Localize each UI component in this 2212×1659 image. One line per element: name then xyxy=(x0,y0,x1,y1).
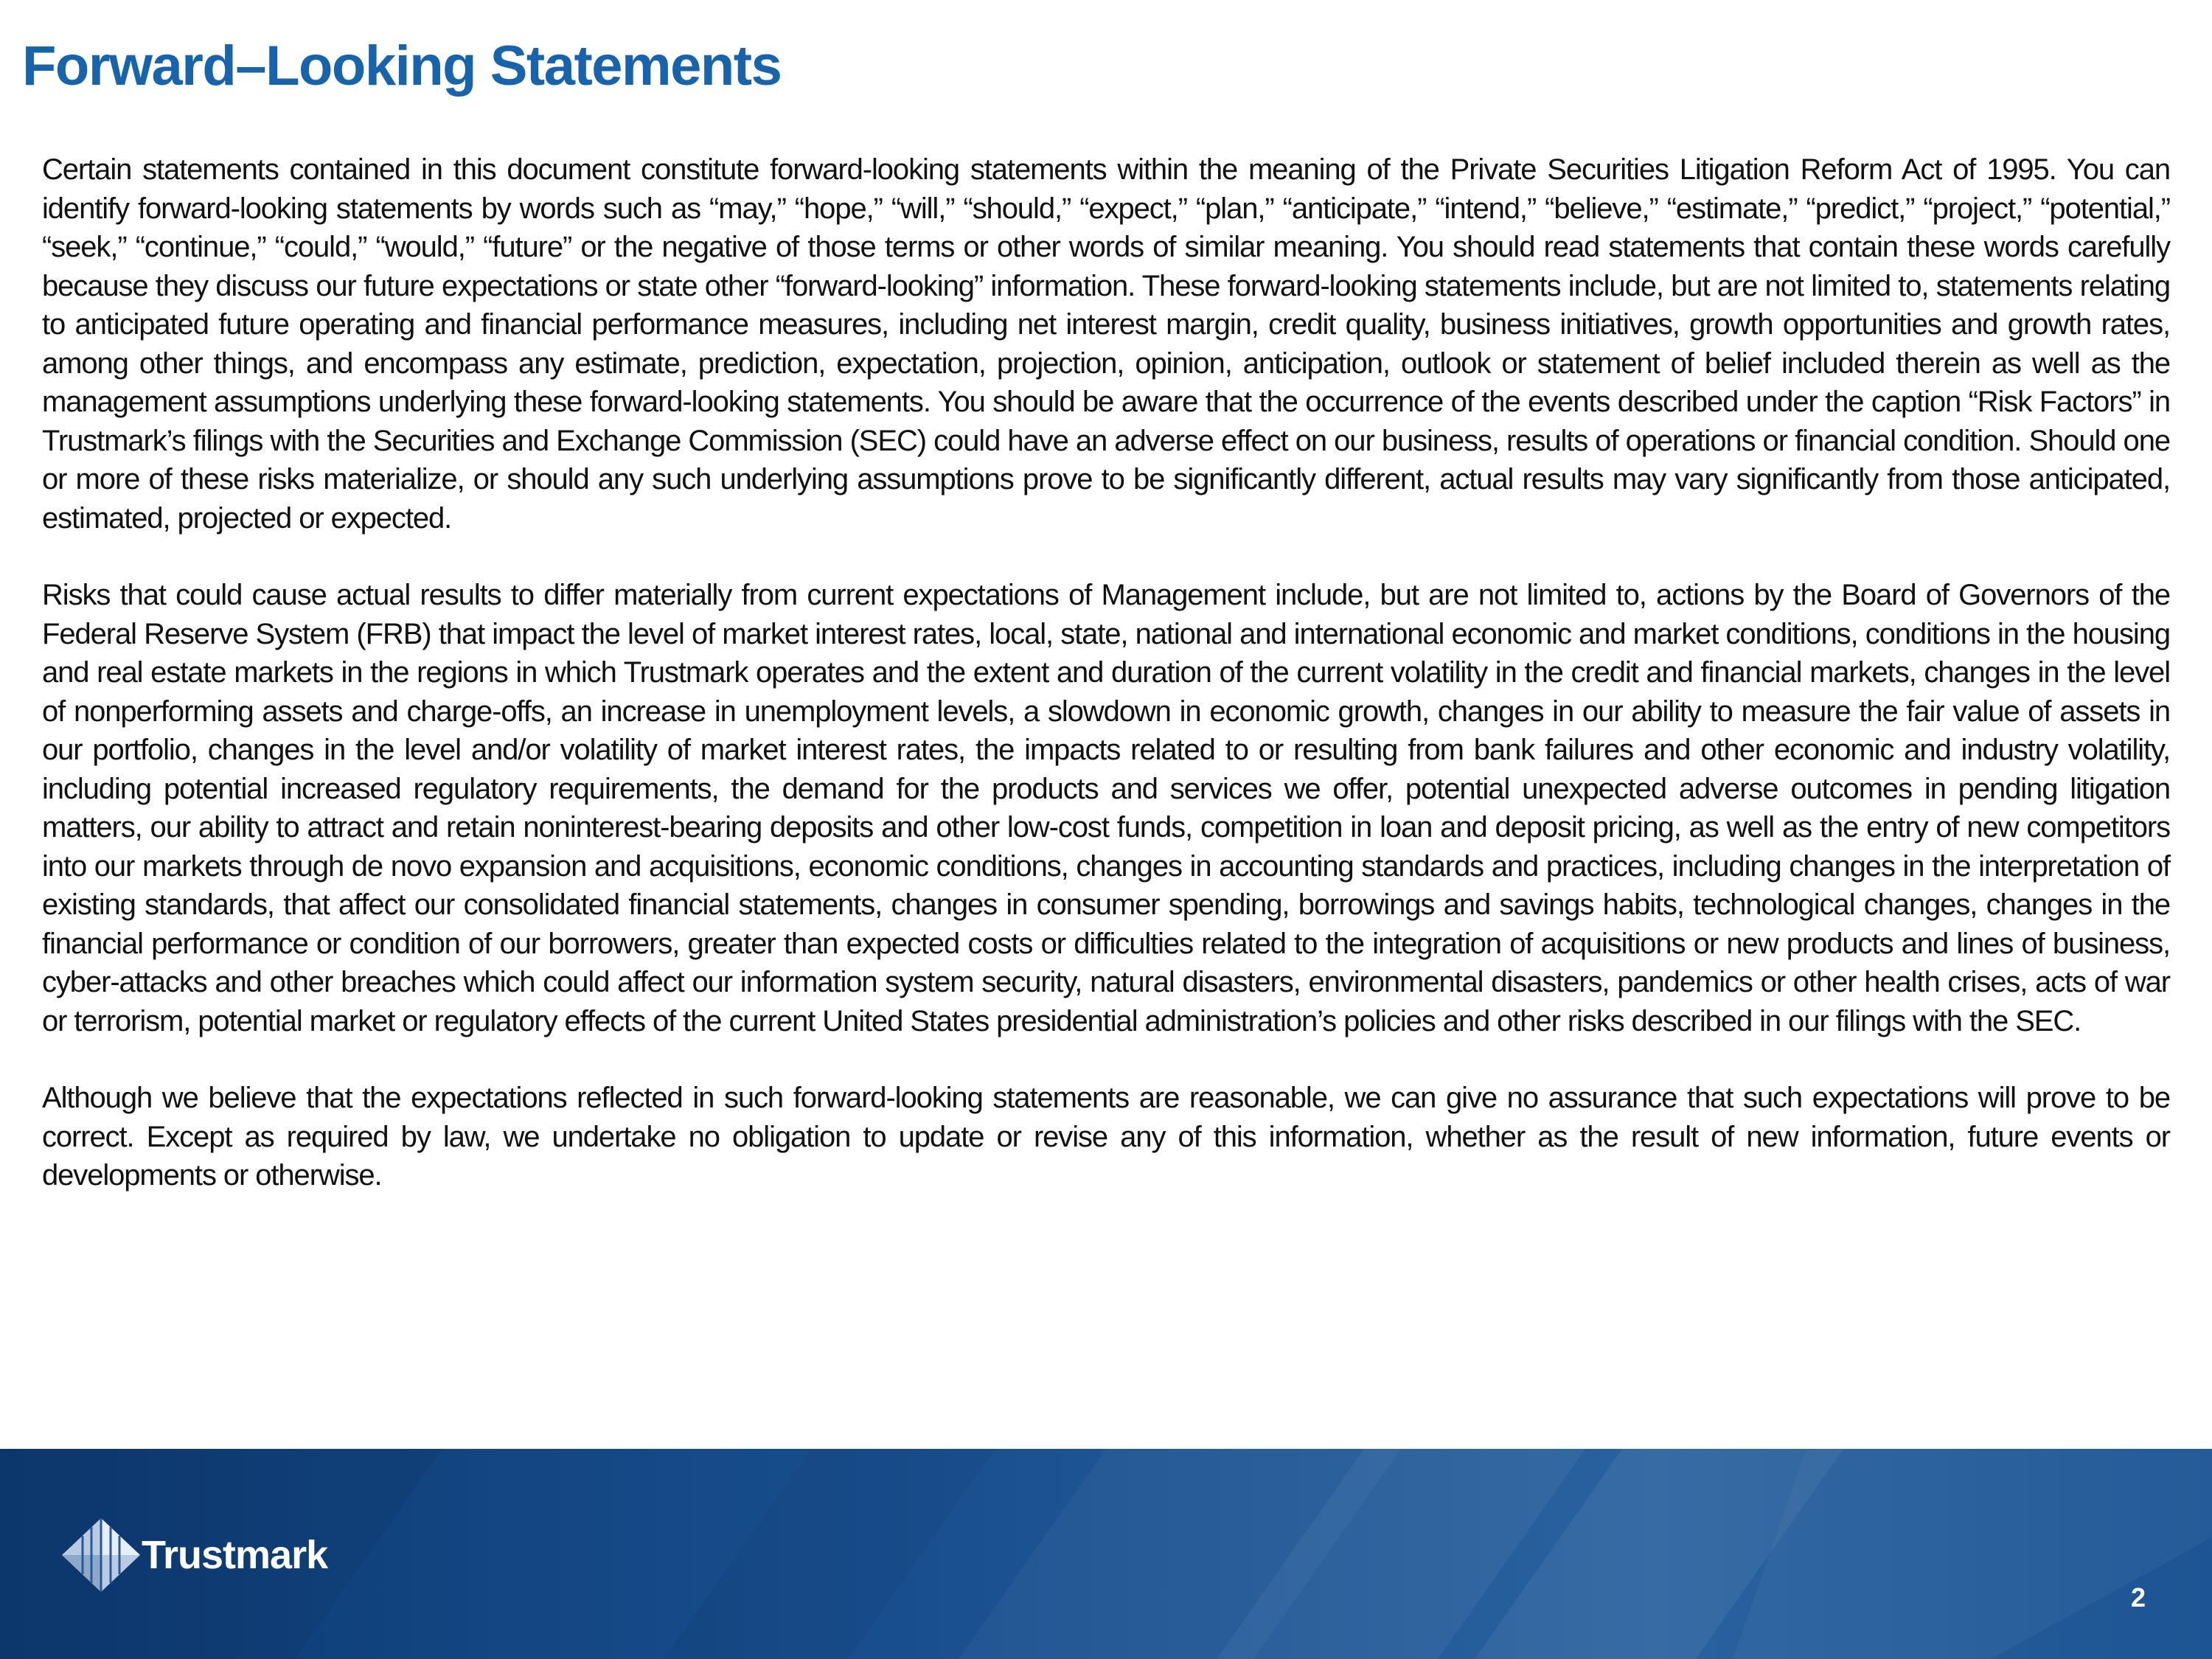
paragraph-forward-looking: Certain statements contained in this document constitute forward-looking statements within the meaning of the Private Securities Litigation Reform Act of 1995. You can identify forward-looking statements by words such as “may,” “hope,” “will,” “should,” “expect,” “plan,” “anticipate,” “intend,” “believe,” “estimate,” “predict,” “project,” “potential,” “seek,” “continue,” “could,” “would,” “future” or the negative of those terms or other words of similar meaning. You should read statements that contain these words carefully because they discuss our future expectations or state other “forward-looking” information. These forward-looking statements include, but are not limited to, statements relating to anticipated future operating and financial performance measures, including net interest margin, credit quality, business initiatives, growth opportunities and growth rates, among other things, and encompass any estimate, prediction, expectation, projection, opinion, anticipation, outlook or statement of belief included therein as well as the management assumptions underlying these forward-looking statements. You should be aware that the occurrence of the events described under the caption “Risk Factors” in Trustmark’s filings with the Securities and Exchange Commission (SEC) could have an adverse effect on our business, results of operations or financial condition. Should one or more of these risks materialize, or should any such underlying assumptions prove to be significantly different, actual results may vary significantly from those anticipated, estimated, projected or expected. xyxy=(42,153,2170,535)
page-title: Forward–Looking Statements xyxy=(22,35,782,97)
paragraph-expectations: Although we believe that the expectations reflected in such forward-looking statements are reasonable, we can give no assurance that such expectations will prove to be correct. Except as required by law, we undertake no obligation to update or revise any of this information, whether as the result of new information, future events or developments or otherwise. xyxy=(42,1082,2170,1192)
footer-decoration xyxy=(0,1449,2212,1659)
paragraph-risks: Risks that could cause actual results to differ materially from current expectations of Management include, but are not limited to, actions by the Board of Governors of the Federal Reserve System (FRB) that impact the level of market interest rates, local, state, national and international economic and market conditions, conditions in the housing and real estate markets in the regions in which Trustmark operates and the extent and duration of the current volatility in the credit and financial markets, changes in the level of nonperforming assets and charge-offs, an increase in unemployment levels, a slowdown in economic growth, changes in our ability to measure the fair value of assets in our portfolio, changes in the level and/or volatility of market interest rates, the impacts related to or resulting from bank failures and other economic and industry volatility, including potential increased regulatory requirements, the demand for the products and services we offer, potential unexpected adverse outcomes in pending litigation matters, our ability to attract and retain noninterest-bearing deposits and other low-cost funds, competition in loan and deposit pricing, as well as the entry of new competitors into our markets through de novo expansion and acquisitions, economic conditions, changes in accounting standards and practices, including changes in the interpretation of existing standards, that affect our consolidated financial statements, changes in consumer spending, borrowings and savings habits, technological changes, changes in the financial performance or condition of our borrowers, greater than expected costs or difficulties related to the integration of acquisitions or new products and lines of business, cyber-attacks and other breaches which could affect our information system security, natural disasters, environmental disasters, pandemics or other health crises, acts of war or terrorism, potential market or regulatory effects of the current United States presidential administration’s policies and other risks described in our filings with the SEC. xyxy=(42,579,2170,1037)
footer-band xyxy=(0,1449,2212,1659)
page-number: 2 xyxy=(2130,1582,2146,1613)
logo-text: Trustmark xyxy=(142,1533,328,1577)
body-text xyxy=(42,150,2170,1234)
trustmark-logo-icon xyxy=(60,1517,142,1593)
trustmark-logo xyxy=(60,1517,327,1593)
